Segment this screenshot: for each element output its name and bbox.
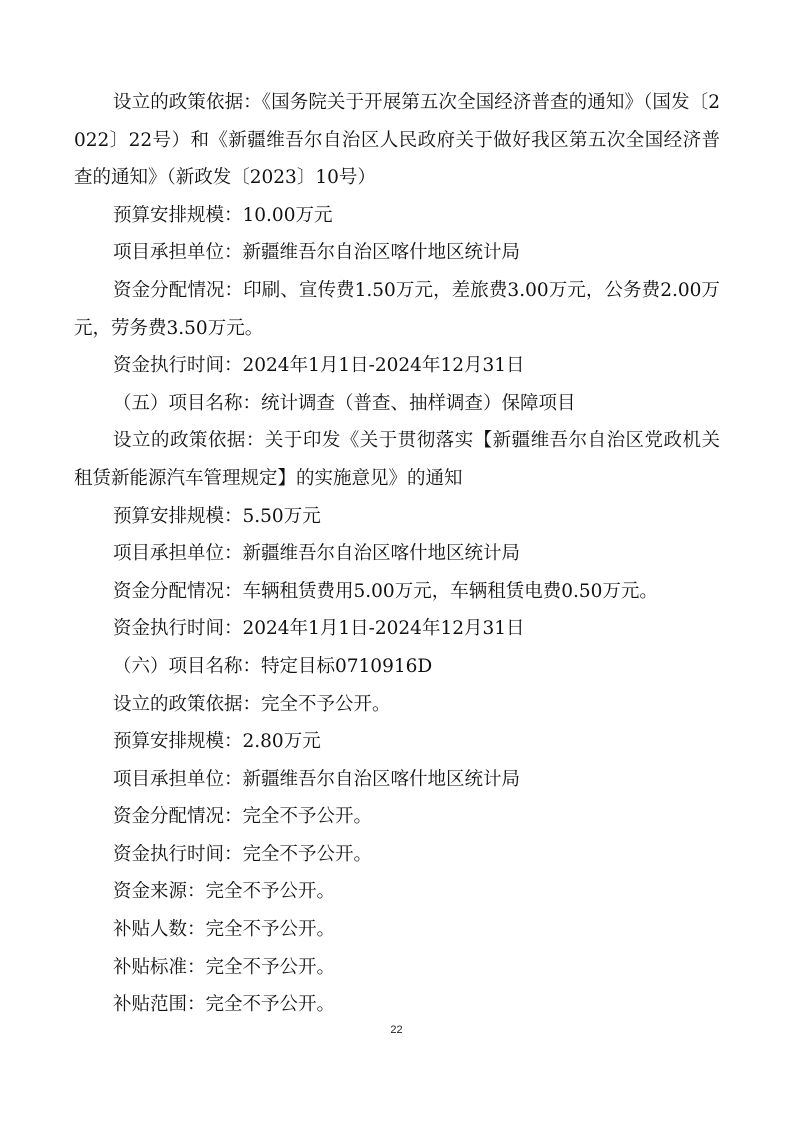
paragraph-policy-basis-6: 设立的政策依据：完全不予公开。 bbox=[113, 693, 391, 715]
paragraph-execution-time-4: 资金执行时间：2024年1月1日-2024年12月31日 bbox=[113, 355, 525, 377]
paragraph-policy-basis-5: 设立的政策依据：关于印发《关于贯彻落实【新疆维吾尔自治区党政机关租赁新能源汽车管理规定】的实施意见》的通知 bbox=[74, 430, 720, 489]
paragraph-undertaking-unit-5: 项目承担单位：新疆维吾尔自治区喀什地区统计局 bbox=[113, 543, 521, 565]
paragraph-fund-allocation-4: 资金分配情况：印刷、宣传费1.50万元，差旅费3.00万元，公务费2.00万元，劳务费3.50万元。 bbox=[74, 279, 720, 339]
paragraph-fund-allocation-5: 资金分配情况：车辆租赁费用5.00万元，车辆租赁电费0.50万元。 bbox=[113, 580, 658, 602]
section-heading-project-5: （五）项目名称：统计调查（普查、抽样调查）保障项目 bbox=[113, 392, 576, 414]
paragraph-fund-source-6: 资金来源：完全不予公开。 bbox=[113, 881, 336, 903]
paragraph-budget-scale-6: 预算安排规模：2.80万元 bbox=[113, 731, 321, 753]
paragraph-undertaking-unit-6: 项目承担单位：新疆维吾尔自治区喀什地区统计局 bbox=[113, 768, 521, 790]
paragraph-budget-scale-5: 预算安排规模：5.50万元 bbox=[113, 505, 321, 527]
paragraph-subsidy-count-6: 补贴人数：完全不予公开。 bbox=[113, 919, 336, 941]
paragraph-subsidy-standard-6: 补贴标准：完全不予公开。 bbox=[113, 956, 336, 978]
paragraph-subsidy-scope-6: 补贴范围：完全不予公开。 bbox=[113, 994, 336, 1016]
page-number: 22 bbox=[390, 1024, 403, 1036]
paragraph-undertaking-unit-4: 项目承担单位：新疆维吾尔自治区喀什地区统计局 bbox=[113, 242, 521, 264]
paragraph-execution-time-5: 资金执行时间：2024年1月1日-2024年12月31日 bbox=[113, 618, 525, 640]
paragraph-execution-time-6: 资金执行时间：完全不予公开。 bbox=[113, 843, 373, 865]
paragraph-fund-allocation-6: 资金分配情况：完全不予公开。 bbox=[113, 806, 373, 828]
paragraph-policy-basis-4: 设立的政策依据：《国务院关于开展第五次全国经济普查的通知》（国发〔2022〕22号）和《新疆维吾尔自治区人民政府关于做好我区第五次全国经济普查的通知》（新政发〔2023〕10号） bbox=[74, 92, 720, 189]
paragraph-budget-scale-4: 预算安排规模：10.00万元 bbox=[113, 204, 333, 226]
document-body bbox=[74, 84, 720, 1024]
section-heading-project-6: （六）项目名称：特定目标0710916D bbox=[113, 655, 433, 677]
